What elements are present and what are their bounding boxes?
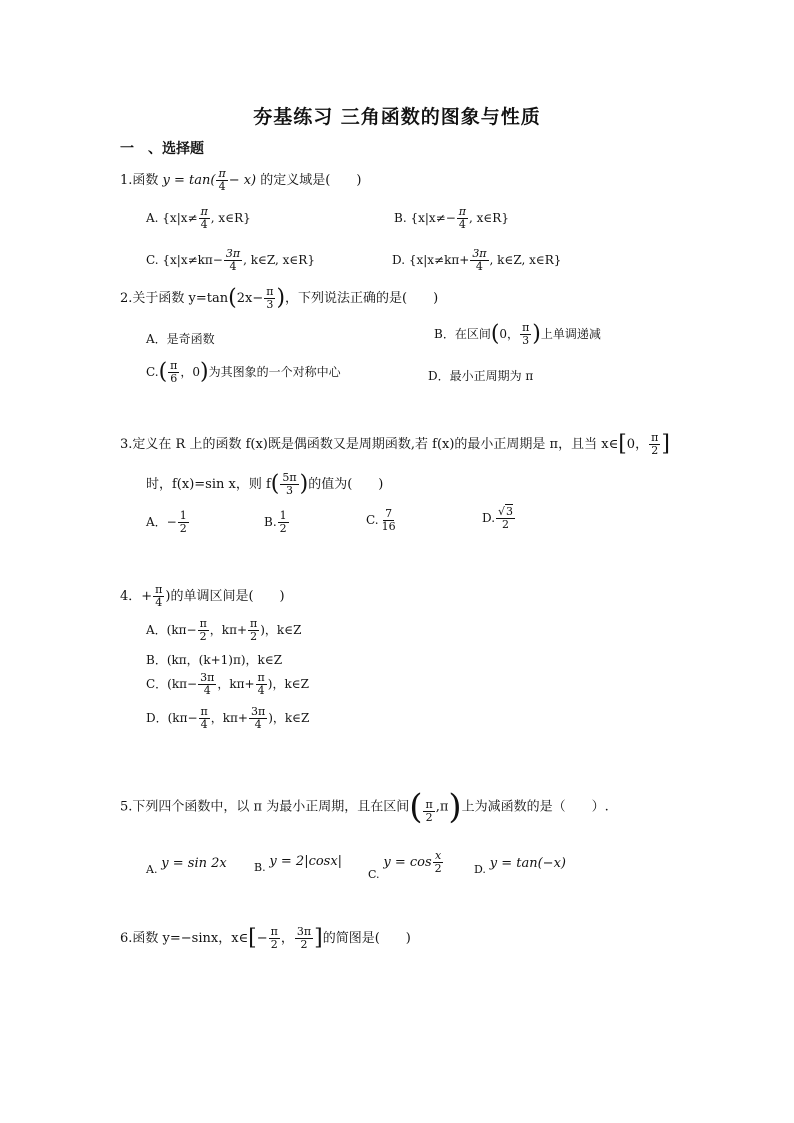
question-3-option-a[interactable]: A．− $\frac{1}{2}$ bbox=[146, 509, 187, 536]
question-4-option-b[interactable]: B．(kπ，(k+1)π)，k∈Z bbox=[146, 653, 283, 667]
section-heading: 一 、选择题 bbox=[120, 141, 204, 157]
question-3-stem-line-2: 时，f(x)=sin x，则 f( $\frac{5\pi}{3}$ )的值为( ) bbox=[146, 471, 384, 498]
question-4-stem: 4．+ $\frac{\pi}{4}$ )的单调区间是( ) bbox=[120, 583, 285, 610]
question-2-option-c[interactable]: C.( $\frac{\pi}{6}$ ，0)为其图象的一个对称中心 bbox=[146, 359, 341, 386]
question-2-option-d[interactable]: D．最小正周期为 π bbox=[428, 369, 534, 383]
question-2-option-a[interactable]: A．是奇函数 bbox=[146, 332, 215, 346]
question-5-option-c[interactable]: C. y = cos $\frac{x}{2}$ bbox=[368, 849, 442, 882]
question-4-option-a[interactable]: A．(kπ− $\frac{\pi}{2}$ ，kπ+ $\frac{\pi}{2}$ )，k∈Z bbox=[146, 617, 302, 644]
question-1-stem: 1.函数 y = tan( $\frac{\pi}{4}$ − x) 的定义域是( ) bbox=[120, 167, 362, 194]
question-3-stem-line-1: 3.定义在 R 上的函数 f(x)既是偶函数又是周期函数,若 f(x)的最小正周期是 π，且当 x∈[0， $\frac{\pi}{2}$ ] bbox=[120, 431, 670, 458]
question-5-option-d[interactable]: D. y = tan(−x) bbox=[474, 856, 566, 876]
question-5-option-a[interactable]: A. y = sin 2x bbox=[146, 856, 227, 876]
question-3-option-c[interactable]: C. $\frac{7}{16}$ bbox=[366, 507, 396, 534]
question-1-option-b[interactable]: B. {x|x≠− $\frac{\pi}{4}$ , x∈R} bbox=[394, 205, 509, 232]
question-4-option-c[interactable]: C．(kπ− $\frac{3\pi}{4}$ ，kπ+ $\frac{\pi}{4}$ )，k∈Z bbox=[146, 671, 309, 698]
question-5-stem: 5.下列四个函数中，以 π 为最小正周期，且在区间( $\frac{\pi}{2}$ ,π)上为减函数的是（ ）. bbox=[120, 787, 609, 827]
question-1-option-c[interactable]: C. {x|x≠kπ− $\frac{3\pi}{4}$ , k∈Z, x∈R} bbox=[146, 247, 315, 274]
question-4-option-d[interactable]: D．(kπ− $\frac{\pi}{4}$ ，kπ+ $\frac{3\pi}{4}$ )，k∈Z bbox=[146, 705, 310, 732]
question-1-option-a[interactable]: A. {x|x≠ $\frac{\pi}{4}$ , x∈R} bbox=[146, 205, 251, 232]
question-6-stem: 6.函数 y=−sinx，x∈[− $\frac{\pi}{2}$ ， $\frac{3\pi}{2}$ ]的简图是( ) bbox=[120, 925, 411, 952]
question-2-stem: 2.关于函数 y=tan(2x− $\frac{\pi}{3}$ )，下列说法正确的是( ) bbox=[120, 285, 439, 312]
question-5-option-b[interactable]: B. y = 2|cosx| bbox=[254, 854, 343, 874]
question-1-option-d[interactable]: D. {x|x≠kπ+ $\frac{3\pi}{4}$ , k∈Z, x∈R} bbox=[392, 247, 562, 274]
page-title: 夯基练习 三角函数的图象与性质 bbox=[253, 106, 541, 128]
question-3-option-b[interactable]: B. $\frac{1}{2}$ bbox=[264, 509, 287, 536]
question-3-option-d[interactable]: D. $\frac{√3}{2}$ bbox=[482, 505, 514, 532]
question-2-option-b[interactable]: B．在区间(0， $\frac{\pi}{3}$ )上单调递减 bbox=[434, 321, 601, 348]
